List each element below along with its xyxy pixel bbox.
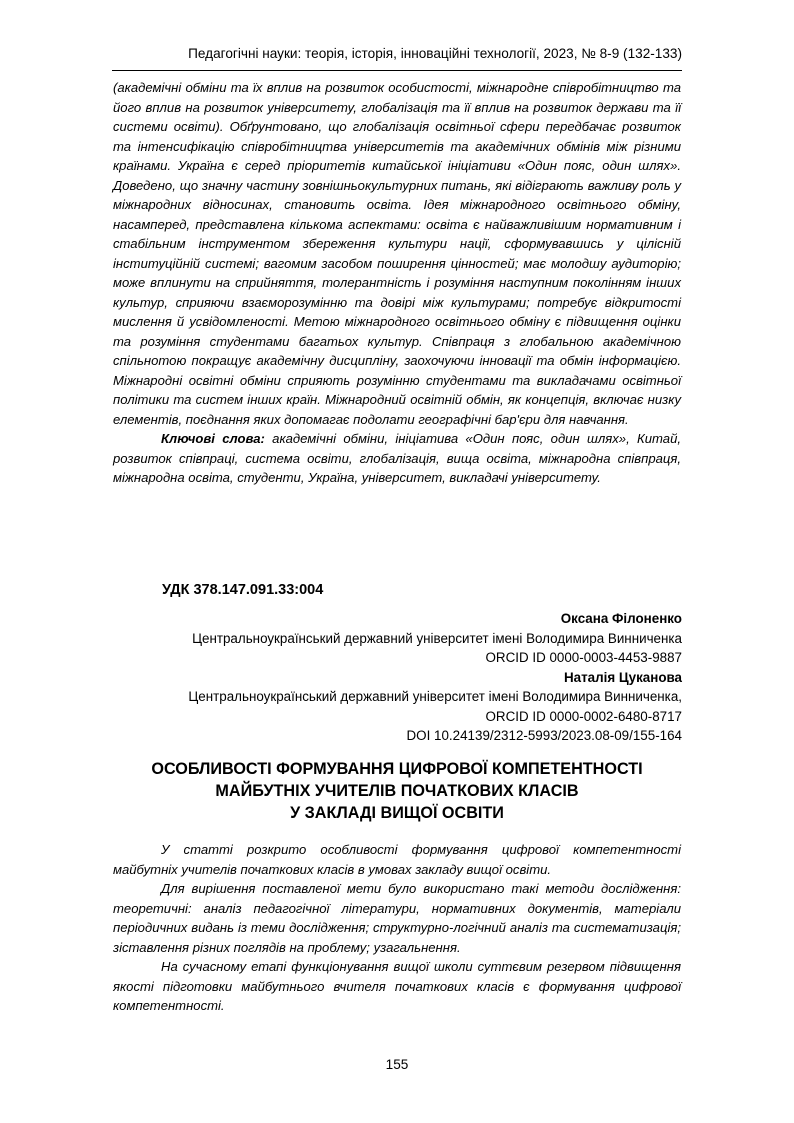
author-name: Оксана Філоненко	[560, 611, 682, 626]
title-line: МАЙБУТНІХ УЧИТЕЛІВ ПОЧАТКОВИХ КЛАСІВ	[215, 782, 579, 800]
title-line: ОСОБЛИВОСТІ ФОРМУВАННЯ ЦИФРОВОЇ КОМПЕТЕНТНОСТІ	[151, 760, 643, 778]
page-number: 155	[385, 1057, 409, 1072]
udk-code: УДК 378.147.091.33:004	[162, 582, 324, 598]
article-title	[112, 758, 682, 824]
header-divider	[112, 70, 682, 71]
author-affiliation: Центральноукраїнський державний університет імені Володимира Винниченка,	[188, 689, 682, 704]
abstract-text: (академічні обміни та їх вплив на розвиток особистості, міжнародне співробітництво та його вплив на розвиток університету, глобалізація та її вплив на розвиток держави та її системи освіти). Обґрунтовано, що глобалізація освітньої сфери передбачає розвиток та інтенсифікацію співробітництва університетів та академічних обмінів між різними країнами. Україна є серед пріоритетів китайської ініціативи «Один пояс, один шлях». Доведено, що значну частину зовнішньокультурних питань, які відіграють важливу роль у міжнародних відносинах, становить освіта. Ідея міжнародного освітнього обміну, насамперед, представлена кількома аспектами: освіта є найважливішим нормативним і стабільним інструментом збереження культури нації, сформувавшись у цілісній інституційній системі; вагомим засобом поширення цінностей; має молодшу аудиторію; може вплинути на сприйняття, толерантність і розуміння наступним поколінням інших культур, сприяючи взаєморозумінню та довірі між культурами; потребує відкритості мислення й усвідомленості. Метою міжнародного освітнього обміну є підвищення оцінки та розуміння студентами багатьох культур. Співпраця з глобальною академічною спільнотою покращує академічну дисципліну, заохочуючи інновації та обмін інформацією. Міжнародні освітні обміни сприяють розумінню студентами та викладачами освітньої політики та систем інших країн. Міжнародний освітній обмін, як концепція, включає низку елементів, поєднання яких допомагає подолати географічні бар'єри для навчання.	[113, 80, 681, 427]
keywords-label: Ключові слова:	[161, 431, 265, 446]
author-orcid: ORCID ID 0000-0002-6480-8717	[485, 708, 682, 724]
body-paragraph: На сучасному етапі функціонування вищої школи суттєвим резервом підвищення якості підготовки майбутнього вчителя початкових класів є формування цифрової компетентності.	[113, 959, 681, 1013]
keywords-paragraph	[113, 429, 681, 488]
author-affiliation: Центральноукраїнський державний університет імені Володимира Винниченка	[192, 630, 682, 646]
author-orcid: ORCID ID 0000-0003-4453-9887	[485, 650, 682, 665]
title-line: У ЗАКЛАДІ ВИЩОЇ ОСВІТИ	[290, 804, 504, 822]
author-name: Наталія Цуканова	[563, 669, 682, 685]
body-paragraph: У статті розкрито особливості формування цифрової компетентності майбутніх учителів початкових класів в умовах закладу вищої освіти.	[113, 842, 681, 877]
running-header: Педагогічні науки: теорія, історія, інноваційні технології, 2023, № 8-9 (132-133)	[188, 46, 682, 61]
article-body	[113, 840, 681, 1016]
authors-block	[188, 609, 682, 746]
doi: DOI 10.24139/2312-5993/2023.08-09/155-164	[406, 728, 682, 743]
body-paragraph: Для вирішення поставленої мети було використано такі методи дослідження: теоретичні: аналіз педагогічної літератури, нормативних документів, матеріали періодичних видань із теми дослідження; структурно-логічний аналіз та систематизація; зіставлення різних поглядів на проблему; узагальнення.	[113, 881, 681, 955]
abstract-section	[113, 78, 681, 488]
keywords-text: академічні обміни, ініціатива «Один пояс, один шлях», Китай, розвиток співпраці, система освіти, глобалізація, вища освіта, міжнародна співпраця, міжнародна освіта, студенти, Україна, університет, викладачі університету.	[113, 431, 682, 485]
